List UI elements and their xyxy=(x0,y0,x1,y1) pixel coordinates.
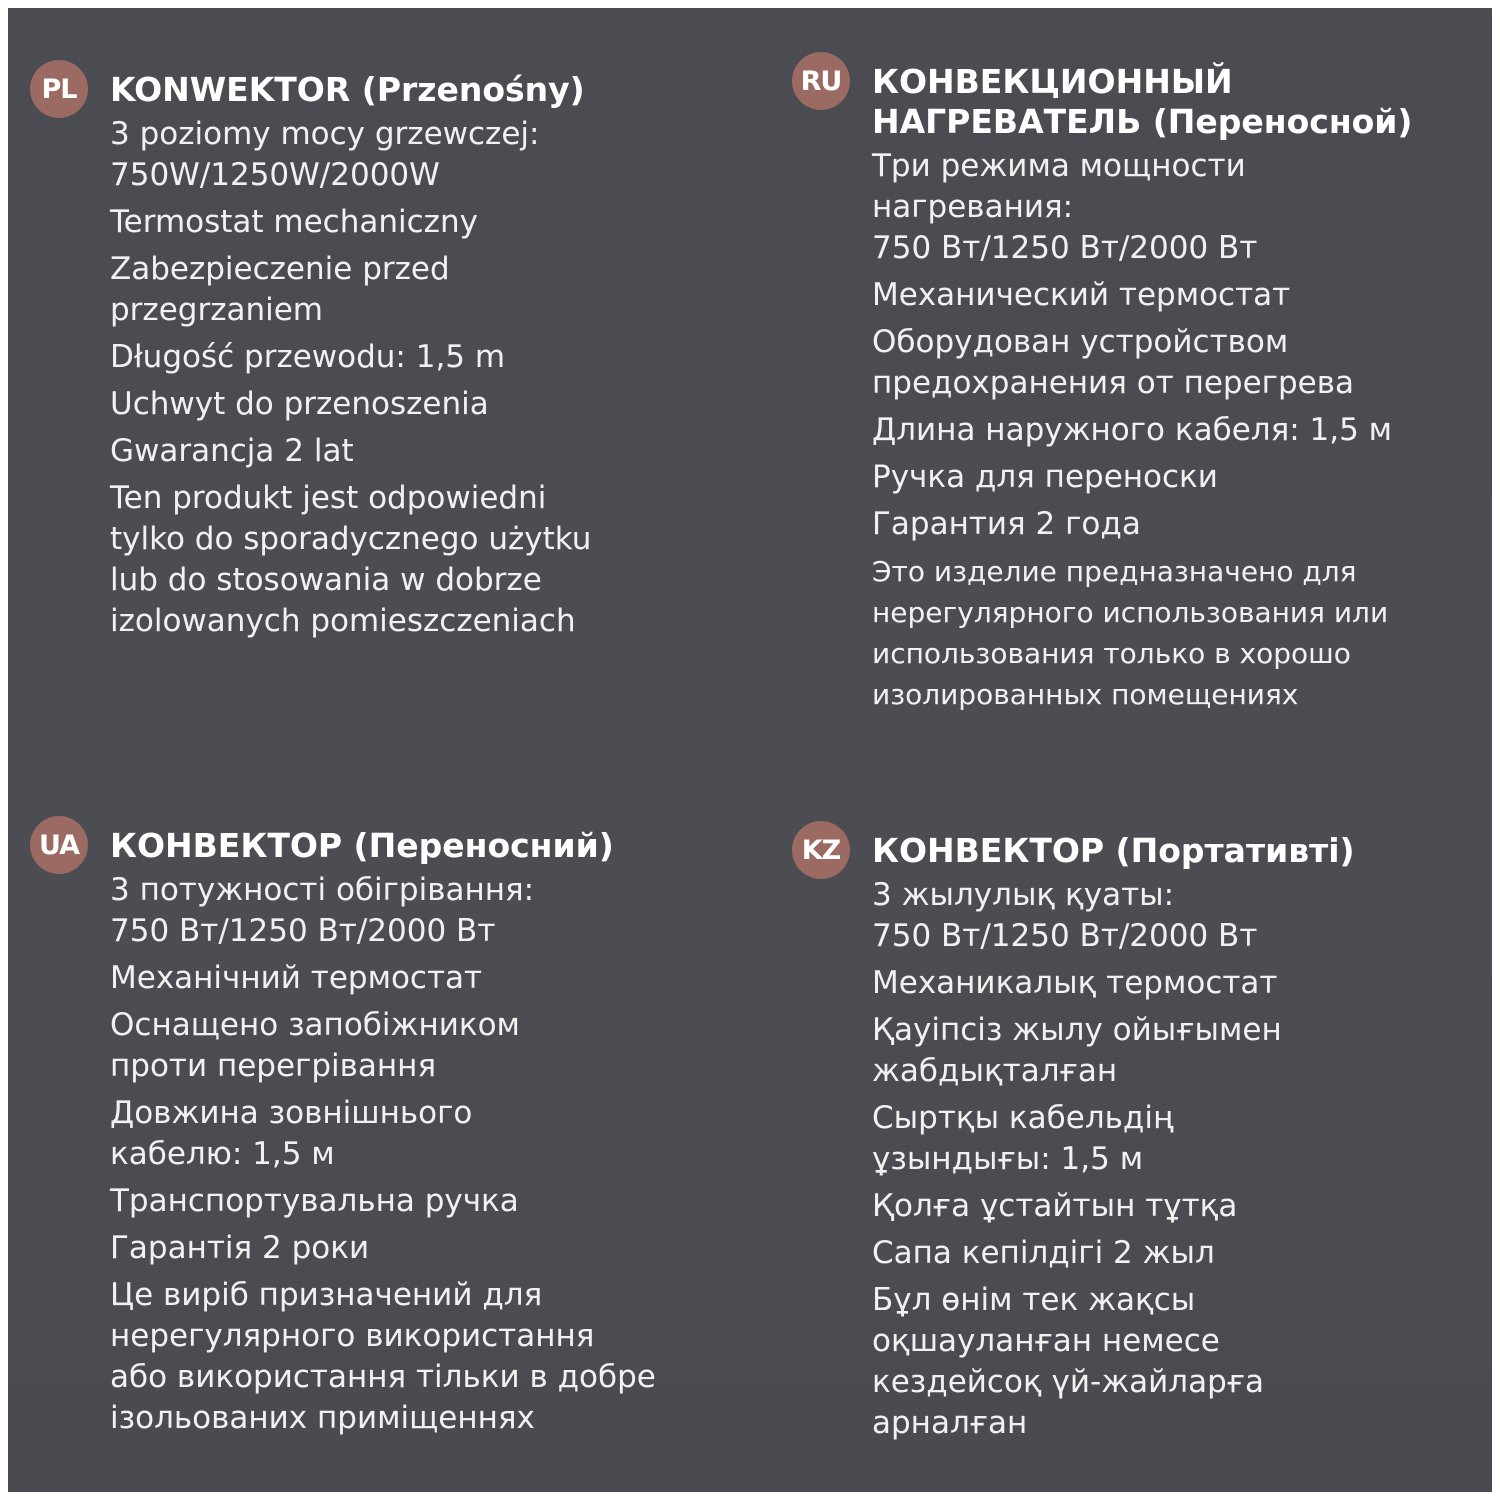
kz-cable-length: Сыртқы кабельдің ұзындығы: 1,5 м xyxy=(872,1100,1174,1177)
language-badge-ua: UA xyxy=(30,816,88,874)
kz-warranty: Сапа кепілдігі 2 жыл xyxy=(872,1235,1215,1271)
ru-thermostat: Механический термостат xyxy=(872,277,1291,313)
section-pl-content xyxy=(110,60,591,648)
ru-overheat-protection: Оборудован устройством предохранения от перегрева xyxy=(872,324,1354,401)
ua-usage-note: Це виріб призначений для нерегулярного використання або використання тільки в добре ізольованих приміщеннях xyxy=(110,1277,656,1436)
section-ua-title: КОНВЕКТОР (Переносний) xyxy=(110,826,614,865)
ru-power-levels: Три режима мощности нагревания: 750 Вт/1250 Вт/2000 Вт xyxy=(872,148,1258,266)
pl-carry-handle: Uchwyt do przenoszenia xyxy=(110,386,489,422)
ru-usage-note: Это изделие предназначено для нерегулярного использования или использования только в хорошо изолированных помещениях xyxy=(872,555,1389,711)
kz-overheat-protection: Қауіпсіз жылу ойығымен жабдықталған xyxy=(872,1012,1282,1089)
language-badge-pl: PL xyxy=(30,60,88,118)
section-kz-content xyxy=(872,821,1355,1450)
ru-carry-handle: Ручка для переноски xyxy=(872,459,1218,495)
pl-usage-note: Ten produkt jest odpowiedni tylko do sporadycznego użytku lub do stosowania w dobrze izolowanych pomieszczeniach xyxy=(110,480,592,639)
kz-usage-note: Бұл өнім тек жақсы оқшауланған немесе кездейсоқ үй-жайларға арналған xyxy=(872,1282,1265,1441)
section-ua-content xyxy=(110,816,656,1445)
ua-carry-handle: Транспортувальна ручка xyxy=(110,1183,519,1219)
kz-carry-handle: Қолға ұстайтын тұтқа xyxy=(872,1188,1238,1224)
spec-panel xyxy=(8,8,1492,1492)
ua-overheat-protection: Оснащено запобіжником проти перегрівання xyxy=(110,1007,520,1084)
pl-power-levels: 3 poziomy mocy grzewczej: 750W/1250W/2000W xyxy=(110,116,540,193)
kz-power-levels: 3 жылулық қуаты: 750 Вт/1250 Вт/2000 Вт xyxy=(872,877,1258,954)
section-kz-title: КОНВЕКТОР (Портативті) xyxy=(872,831,1355,870)
pl-thermostat: Termostat mechaniczny xyxy=(110,204,478,240)
section-ru-content xyxy=(872,52,1413,721)
ru-cable-length: Длина наружного кабеля: 1,5 м xyxy=(872,412,1393,448)
ua-cable-length: Довжина зовнішнього кабелю: 1,5 м xyxy=(110,1095,473,1172)
pl-overheat-protection: Zabezpieczenie przed przegrzaniem xyxy=(110,251,450,328)
ua-thermostat: Механічний термостат xyxy=(110,960,483,996)
pl-warranty: Gwarancja 2 lat xyxy=(110,433,354,469)
language-badge-ru: RU xyxy=(792,52,850,110)
ua-warranty: Гарантія 2 роки xyxy=(110,1230,370,1266)
section-ru-title: КОНВЕКЦИОННЫЙ НАГРЕВАТЕЛЬ (Переносной) xyxy=(872,62,1413,141)
kz-thermostat: Механикалық термостат xyxy=(872,965,1278,1001)
ru-warranty: Гарантия 2 года xyxy=(872,506,1141,542)
pl-cable-length: Długość przewodu: 1,5 m xyxy=(110,339,506,375)
language-badge-kz: KZ xyxy=(792,821,850,879)
ua-power-levels: 3 потужності обігрівання: 750 Вт/1250 Вт/2000 Вт xyxy=(110,872,535,949)
section-pl-title: KONWEKTOR (Przenośny) xyxy=(110,70,585,109)
